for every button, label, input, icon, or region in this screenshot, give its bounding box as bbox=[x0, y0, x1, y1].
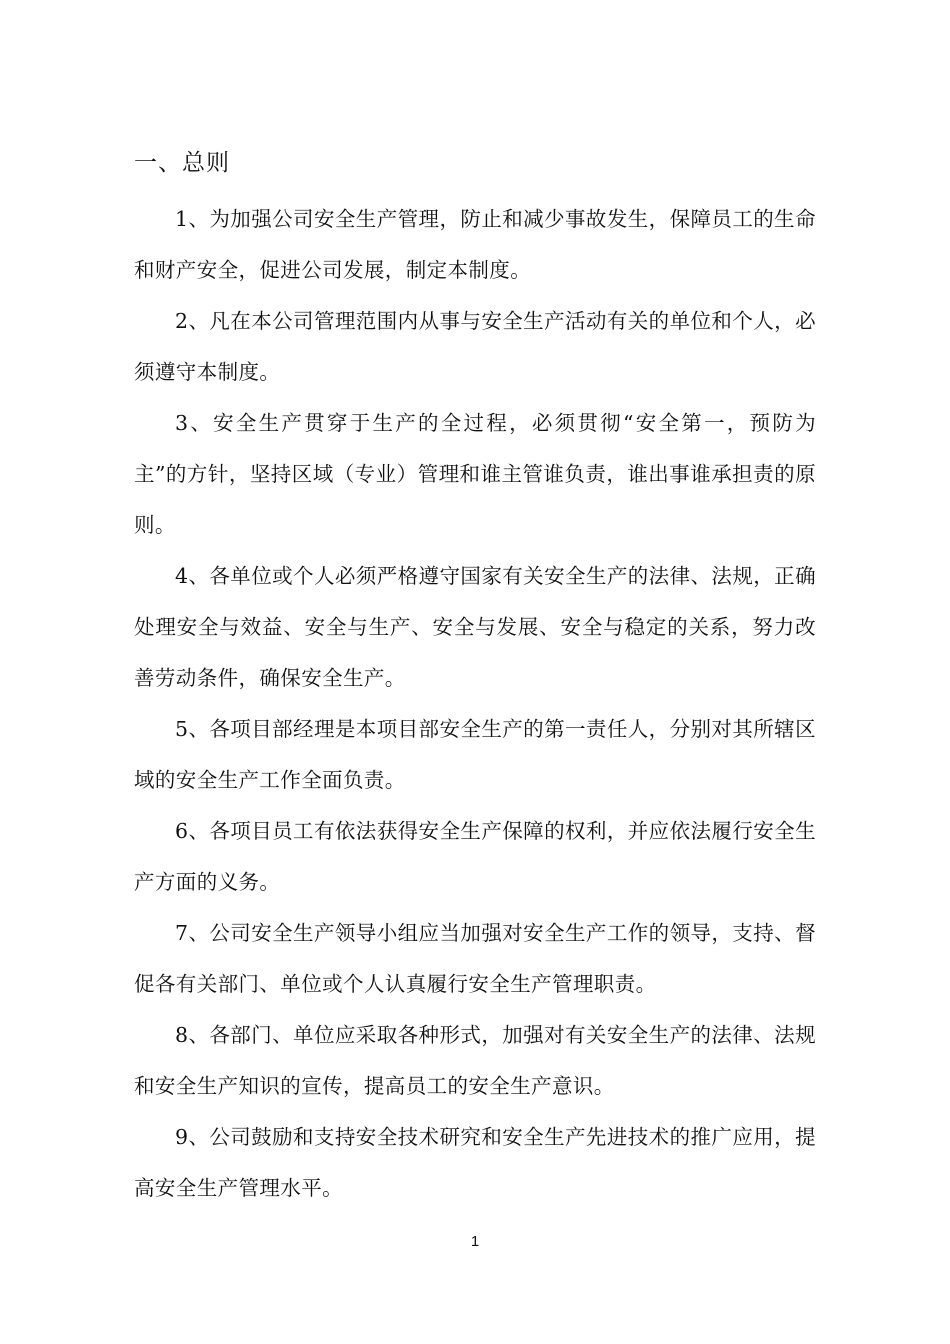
paragraph-3: 3、安全生产贯穿于生产的全过程，必须贯彻“安全第一，预防为主”的方针，坚持区域（专业）管理和谁主管谁负责，谁出事谁承担责的原则。 bbox=[134, 411, 816, 537]
paragraph-9: 9、公司鼓励和支持安全技术研究和安全生产先进技术的推广应用，提高安全生产管理水平。 bbox=[134, 1125, 816, 1200]
paragraph-5: 5、各项目部经理是本项目部安全生产的第一责任人，分别对其所辖区域的安全生产工作全面负责。 bbox=[134, 717, 816, 792]
paragraph-7: 7、公司安全生产领导小组应当加强对安全生产工作的领导，支持、督促各有关部门、单位或个人认真履行安全生产管理职责。 bbox=[134, 921, 816, 996]
paragraph-8: 8、各部门、单位应采取各种形式，加强对有关安全生产的法律、法规和安全生产知识的宣传，提高员工的安全生产意识。 bbox=[134, 1023, 816, 1098]
section-title: 一、总则 bbox=[134, 150, 230, 176]
paragraph-2: 2、凡在本公司管理范围内从事与安全生产活动有关的单位和个人，必须遵守本制度。 bbox=[134, 309, 816, 384]
page-number: 1 bbox=[470, 1233, 480, 1250]
paragraph-1: 1、为加强公司安全生产管理，防止和减少事故发生，保障员工的生命和财产安全，促进公司发展，制定本制度。 bbox=[134, 207, 816, 282]
document-body bbox=[134, 145, 816, 1214]
paragraph-4: 4、各单位或个人必须严格遵守国家有关安全生产的法律、法规，正确处理安全与效益、安全与生产、安全与发展、安全与稳定的关系，努力改善劳动条件，确保安全生产。 bbox=[134, 564, 816, 690]
paragraph-6: 6、各项目员工有依法获得安全生产保障的权利，并应依法履行安全生产方面的义务。 bbox=[134, 819, 816, 894]
